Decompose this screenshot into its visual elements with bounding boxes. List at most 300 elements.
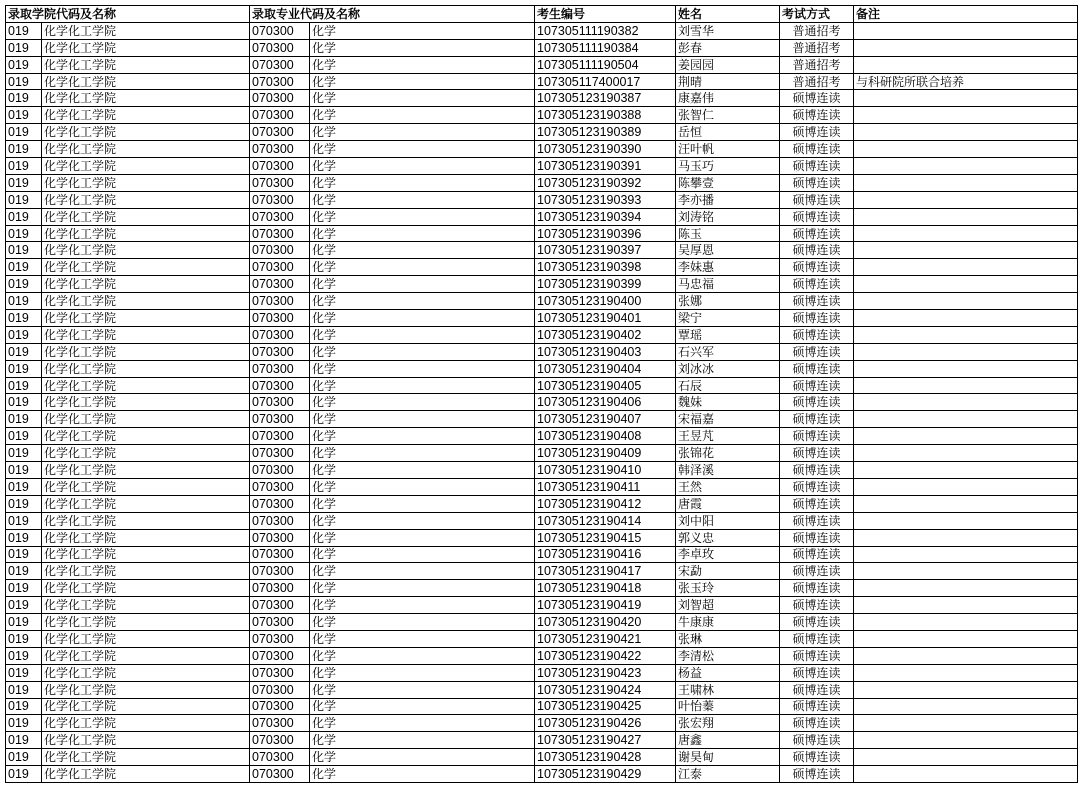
college-name-cell: 化学化工学院 (42, 512, 250, 529)
remarks-cell (854, 242, 1078, 259)
table-row (6, 326, 1078, 343)
college-code-cell: 019 (6, 22, 42, 39)
candidate-id-cell: 107305123190411 (535, 478, 676, 495)
exam-method-cell: 硕博连读 (780, 326, 854, 343)
table-row (6, 478, 1078, 495)
major-name-cell: 化学 (310, 174, 535, 191)
college-name-cell: 化学化工学院 (42, 276, 250, 293)
major-name-cell: 化学 (310, 546, 535, 563)
major-name-cell: 化学 (310, 732, 535, 749)
major-name-cell: 化学 (310, 158, 535, 175)
candidate-id-cell: 107305123190425 (535, 698, 676, 715)
exam-method-cell: 硕博连读 (780, 259, 854, 276)
student-name-cell: 刘智超 (676, 597, 780, 614)
major-code-cell: 070300 (250, 630, 310, 647)
remarks-cell (854, 766, 1078, 783)
header-name: 姓名 (676, 6, 780, 23)
student-name-cell: 宋勐 (676, 563, 780, 580)
college-name-cell: 化学化工学院 (42, 630, 250, 647)
exam-method-cell: 普通招考 (780, 56, 854, 73)
exam-method-cell: 硕博连读 (780, 681, 854, 698)
college-name-cell: 化学化工学院 (42, 445, 250, 462)
student-name-cell: 刘中阳 (676, 512, 780, 529)
major-name-cell: 化学 (310, 208, 535, 225)
exam-method-cell: 硕博连读 (780, 377, 854, 394)
candidate-id-cell: 107305123190387 (535, 90, 676, 107)
exam-method-cell: 硕博连读 (780, 343, 854, 360)
student-name-cell: 叶怡蓁 (676, 698, 780, 715)
exam-method-cell: 硕博连读 (780, 495, 854, 512)
college-code-cell: 019 (6, 529, 42, 546)
table-row (6, 529, 1078, 546)
student-name-cell: 陈玉 (676, 225, 780, 242)
major-code-cell: 070300 (250, 22, 310, 39)
student-name-cell: 陈攀壹 (676, 174, 780, 191)
candidate-id-cell: 107305123190418 (535, 580, 676, 597)
college-name-cell: 化学化工学院 (42, 242, 250, 259)
college-code-cell: 019 (6, 141, 42, 158)
remarks-cell (854, 580, 1078, 597)
remarks-cell (854, 698, 1078, 715)
major-name-cell: 化学 (310, 411, 535, 428)
college-name-cell: 化学化工学院 (42, 90, 250, 107)
major-code-cell: 070300 (250, 141, 310, 158)
header-major: 录取专业代码及名称 (250, 6, 535, 23)
exam-method-cell: 硕博连读 (780, 107, 854, 124)
table-row (6, 732, 1078, 749)
table-row (6, 664, 1078, 681)
exam-method-cell: 硕博连读 (780, 276, 854, 293)
major-code-cell: 070300 (250, 529, 310, 546)
college-name-cell: 化学化工学院 (42, 107, 250, 124)
college-code-cell: 019 (6, 478, 42, 495)
exam-method-cell: 硕博连读 (780, 597, 854, 614)
table-row (6, 56, 1078, 73)
major-code-cell: 070300 (250, 326, 310, 343)
student-name-cell: 张宏翔 (676, 715, 780, 732)
student-name-cell: 吴厚恩 (676, 242, 780, 259)
major-name-cell: 化学 (310, 107, 535, 124)
major-code-cell: 070300 (250, 56, 310, 73)
candidate-id-cell: 107305123190427 (535, 732, 676, 749)
remarks-cell (854, 681, 1078, 698)
major-code-cell: 070300 (250, 174, 310, 191)
college-code-cell: 019 (6, 647, 42, 664)
exam-method-cell: 硕博连读 (780, 529, 854, 546)
college-code-cell: 019 (6, 462, 42, 479)
major-code-cell: 070300 (250, 546, 310, 563)
college-code-cell: 019 (6, 749, 42, 766)
remarks-cell (854, 326, 1078, 343)
remarks-cell (854, 191, 1078, 208)
student-name-cell: 刘冰冰 (676, 360, 780, 377)
college-code-cell: 019 (6, 259, 42, 276)
candidate-id-cell: 107305123190399 (535, 276, 676, 293)
exam-method-cell: 硕博连读 (780, 191, 854, 208)
table-row (6, 73, 1078, 90)
college-name-cell: 化学化工学院 (42, 343, 250, 360)
exam-method-cell: 硕博连读 (780, 698, 854, 715)
remarks-cell (854, 563, 1078, 580)
candidate-id-cell: 107305123190396 (535, 225, 676, 242)
remarks-cell (854, 310, 1078, 327)
exam-method-cell: 硕博连读 (780, 512, 854, 529)
major-name-cell: 化学 (310, 630, 535, 647)
major-code-cell: 070300 (250, 242, 310, 259)
major-code-cell: 070300 (250, 39, 310, 56)
candidate-id-cell: 107305123190423 (535, 664, 676, 681)
table-row (6, 259, 1078, 276)
major-name-cell: 化学 (310, 580, 535, 597)
major-code-cell: 070300 (250, 394, 310, 411)
header-row (6, 6, 1078, 23)
major-name-cell: 化学 (310, 242, 535, 259)
college-code-cell: 019 (6, 326, 42, 343)
exam-method-cell: 硕博连读 (780, 310, 854, 327)
student-name-cell: 郭义忠 (676, 529, 780, 546)
candidate-id-cell: 107305123190410 (535, 462, 676, 479)
candidate-id-cell: 107305123190394 (535, 208, 676, 225)
college-name-cell: 化学化工学院 (42, 614, 250, 631)
table-row (6, 546, 1078, 563)
college-name-cell: 化学化工学院 (42, 377, 250, 394)
exam-method-cell: 硕博连读 (780, 141, 854, 158)
major-name-cell: 化学 (310, 394, 535, 411)
college-code-cell: 019 (6, 90, 42, 107)
college-name-cell: 化学化工学院 (42, 73, 250, 90)
major-name-cell: 化学 (310, 259, 535, 276)
major-name-cell: 化学 (310, 326, 535, 343)
table-row (6, 377, 1078, 394)
candidate-id-cell: 107305123190408 (535, 428, 676, 445)
major-code-cell: 070300 (250, 614, 310, 631)
candidate-id-cell: 107305123190393 (535, 191, 676, 208)
exam-method-cell: 普通招考 (780, 22, 854, 39)
college-code-cell: 019 (6, 39, 42, 56)
exam-method-cell: 硕博连读 (780, 394, 854, 411)
student-name-cell: 唐鑫 (676, 732, 780, 749)
candidate-id-cell: 107305123190397 (535, 242, 676, 259)
remarks-cell (854, 22, 1078, 39)
student-name-cell: 宋福嘉 (676, 411, 780, 428)
major-code-cell: 070300 (250, 647, 310, 664)
candidate-id-cell: 107305123190406 (535, 394, 676, 411)
table-row (6, 614, 1078, 631)
remarks-cell (854, 445, 1078, 462)
candidate-id-cell: 107305123190401 (535, 310, 676, 327)
college-name-cell: 化学化工学院 (42, 208, 250, 225)
major-name-cell: 化学 (310, 39, 535, 56)
candidate-id-cell: 107305117400017 (535, 73, 676, 90)
student-name-cell: 王啸林 (676, 681, 780, 698)
remarks-cell (854, 360, 1078, 377)
college-name-cell: 化学化工学院 (42, 715, 250, 732)
remarks-cell (854, 377, 1078, 394)
college-code-cell: 019 (6, 681, 42, 698)
candidate-id-cell: 107305123190412 (535, 495, 676, 512)
header-candidate-id: 考生编号 (535, 6, 676, 23)
college-code-cell: 019 (6, 512, 42, 529)
table-row (6, 580, 1078, 597)
college-name-cell: 化学化工学院 (42, 580, 250, 597)
table-row (6, 681, 1078, 698)
table-row (6, 749, 1078, 766)
remarks-cell (854, 529, 1078, 546)
table-row (6, 208, 1078, 225)
major-code-cell: 070300 (250, 411, 310, 428)
candidate-id-cell: 107305111190504 (535, 56, 676, 73)
college-code-cell: 019 (6, 664, 42, 681)
college-code-cell: 019 (6, 208, 42, 225)
table-row (6, 343, 1078, 360)
candidate-id-cell: 107305123190428 (535, 749, 676, 766)
major-name-cell: 化学 (310, 766, 535, 783)
student-name-cell: 石兴军 (676, 343, 780, 360)
student-name-cell: 岳恒 (676, 124, 780, 141)
student-name-cell: 张智仁 (676, 107, 780, 124)
candidate-id-cell: 107305123190388 (535, 107, 676, 124)
candidate-id-cell: 107305123190389 (535, 124, 676, 141)
student-name-cell: 梁宁 (676, 310, 780, 327)
major-name-cell: 化学 (310, 681, 535, 698)
college-code-cell: 019 (6, 242, 42, 259)
college-code-cell: 019 (6, 597, 42, 614)
college-name-cell: 化学化工学院 (42, 766, 250, 783)
remarks-cell (854, 428, 1078, 445)
exam-method-cell: 硕博连读 (780, 478, 854, 495)
student-name-cell: 魏妹 (676, 394, 780, 411)
major-code-cell: 070300 (250, 563, 310, 580)
major-code-cell: 070300 (250, 293, 310, 310)
exam-method-cell: 硕博连读 (780, 124, 854, 141)
remarks-cell (854, 512, 1078, 529)
college-name-cell: 化学化工学院 (42, 495, 250, 512)
exam-method-cell: 硕博连读 (780, 428, 854, 445)
major-code-cell: 070300 (250, 749, 310, 766)
table-row (6, 512, 1078, 529)
college-code-cell: 019 (6, 563, 42, 580)
college-name-cell: 化学化工学院 (42, 191, 250, 208)
exam-method-cell: 硕博连读 (780, 158, 854, 175)
table-row (6, 191, 1078, 208)
student-name-cell: 王昱芃 (676, 428, 780, 445)
college-name-cell: 化学化工学院 (42, 749, 250, 766)
table-row (6, 124, 1078, 141)
remarks-cell (854, 394, 1078, 411)
remarks-cell (854, 597, 1078, 614)
major-name-cell: 化学 (310, 191, 535, 208)
candidate-id-cell: 107305123190417 (535, 563, 676, 580)
college-code-cell: 019 (6, 698, 42, 715)
major-code-cell: 070300 (250, 73, 310, 90)
college-name-cell: 化学化工学院 (42, 360, 250, 377)
major-name-cell: 化学 (310, 360, 535, 377)
college-code-cell: 019 (6, 107, 42, 124)
student-name-cell: 石辰 (676, 377, 780, 394)
major-code-cell: 070300 (250, 597, 310, 614)
student-name-cell: 康嘉伟 (676, 90, 780, 107)
remarks-cell (854, 124, 1078, 141)
major-name-cell: 化学 (310, 495, 535, 512)
remarks-cell (854, 141, 1078, 158)
exam-method-cell: 普通招考 (780, 73, 854, 90)
candidate-id-cell: 107305123190391 (535, 158, 676, 175)
table-row (6, 495, 1078, 512)
candidate-id-cell: 107305123190407 (535, 411, 676, 428)
table-row (6, 411, 1078, 428)
major-code-cell: 070300 (250, 715, 310, 732)
college-name-cell: 化学化工学院 (42, 411, 250, 428)
college-name-cell: 化学化工学院 (42, 462, 250, 479)
college-code-cell: 019 (6, 428, 42, 445)
college-name-cell: 化学化工学院 (42, 529, 250, 546)
college-name-cell: 化学化工学院 (42, 732, 250, 749)
exam-method-cell: 硕博连读 (780, 293, 854, 310)
college-name-cell: 化学化工学院 (42, 22, 250, 39)
college-name-cell: 化学化工学院 (42, 326, 250, 343)
exam-method-cell: 硕博连读 (780, 445, 854, 462)
college-code-cell: 019 (6, 394, 42, 411)
college-code-cell: 019 (6, 310, 42, 327)
college-name-cell: 化学化工学院 (42, 293, 250, 310)
exam-method-cell: 硕博连读 (780, 462, 854, 479)
college-name-cell: 化学化工学院 (42, 56, 250, 73)
college-name-cell: 化学化工学院 (42, 124, 250, 141)
table-row (6, 158, 1078, 175)
college-name-cell: 化学化工学院 (42, 597, 250, 614)
major-code-cell: 070300 (250, 343, 310, 360)
college-code-cell: 019 (6, 293, 42, 310)
college-name-cell: 化学化工学院 (42, 39, 250, 56)
major-code-cell: 070300 (250, 225, 310, 242)
college-name-cell: 化学化工学院 (42, 428, 250, 445)
candidate-id-cell: 107305123190421 (535, 630, 676, 647)
college-name-cell: 化学化工学院 (42, 158, 250, 175)
college-code-cell: 019 (6, 360, 42, 377)
major-code-cell: 070300 (250, 478, 310, 495)
candidate-id-cell: 107305123190419 (535, 597, 676, 614)
college-code-cell: 019 (6, 56, 42, 73)
exam-method-cell: 硕博连读 (780, 411, 854, 428)
college-name-cell: 化学化工学院 (42, 698, 250, 715)
table-row (6, 276, 1078, 293)
major-code-cell: 070300 (250, 462, 310, 479)
major-code-cell: 070300 (250, 90, 310, 107)
remarks-cell (854, 749, 1078, 766)
exam-method-cell: 硕博连读 (780, 580, 854, 597)
table-row (6, 428, 1078, 445)
college-code-cell: 019 (6, 73, 42, 90)
college-code-cell: 019 (6, 445, 42, 462)
candidate-id-cell: 107305123190392 (535, 174, 676, 191)
admission-table (5, 5, 1078, 783)
college-code-cell: 019 (6, 495, 42, 512)
college-name-cell: 化学化工学院 (42, 259, 250, 276)
exam-method-cell: 硕博连读 (780, 208, 854, 225)
remarks-cell (854, 259, 1078, 276)
college-name-cell: 化学化工学院 (42, 647, 250, 664)
candidate-id-cell: 107305123190414 (535, 512, 676, 529)
major-code-cell: 070300 (250, 208, 310, 225)
candidate-id-cell: 107305123190426 (535, 715, 676, 732)
remarks-cell (854, 343, 1078, 360)
student-name-cell: 杨益 (676, 664, 780, 681)
candidate-id-cell: 107305123190404 (535, 360, 676, 377)
table-row (6, 22, 1078, 39)
student-name-cell: 江泰 (676, 766, 780, 783)
major-name-cell: 化学 (310, 715, 535, 732)
table-row (6, 630, 1078, 647)
major-name-cell: 化学 (310, 276, 535, 293)
major-code-cell: 070300 (250, 766, 310, 783)
major-name-cell: 化学 (310, 377, 535, 394)
college-name-cell: 化学化工学院 (42, 225, 250, 242)
table-row (6, 766, 1078, 783)
student-name-cell: 刘雪华 (676, 22, 780, 39)
college-code-cell: 019 (6, 580, 42, 597)
college-name-cell: 化学化工学院 (42, 478, 250, 495)
table-row (6, 242, 1078, 259)
remarks-cell (854, 225, 1078, 242)
major-code-cell: 070300 (250, 445, 310, 462)
major-name-cell: 化学 (310, 22, 535, 39)
table-row (6, 107, 1078, 124)
remarks-cell (854, 158, 1078, 175)
major-code-cell: 070300 (250, 360, 310, 377)
major-code-cell: 070300 (250, 512, 310, 529)
remarks-cell (854, 614, 1078, 631)
college-code-cell: 019 (6, 343, 42, 360)
major-code-cell: 070300 (250, 259, 310, 276)
major-name-cell: 化学 (310, 343, 535, 360)
exam-method-cell: 硕博连读 (780, 715, 854, 732)
candidate-id-cell: 107305111190384 (535, 39, 676, 56)
college-name-cell: 化学化工学院 (42, 310, 250, 327)
major-name-cell: 化学 (310, 664, 535, 681)
major-code-cell: 070300 (250, 377, 310, 394)
college-code-cell: 019 (6, 766, 42, 783)
table-row (6, 310, 1078, 327)
college-name-cell: 化学化工学院 (42, 563, 250, 580)
exam-method-cell: 硕博连读 (780, 242, 854, 259)
candidate-id-cell: 107305123190416 (535, 546, 676, 563)
candidate-id-cell: 107305111190382 (535, 22, 676, 39)
major-name-cell: 化学 (310, 462, 535, 479)
student-name-cell: 姜园园 (676, 56, 780, 73)
major-code-cell: 070300 (250, 495, 310, 512)
remarks-cell (854, 411, 1078, 428)
remarks-cell (854, 715, 1078, 732)
exam-method-cell: 硕博连读 (780, 360, 854, 377)
college-code-cell: 019 (6, 715, 42, 732)
major-name-cell: 化学 (310, 647, 535, 664)
table-row (6, 715, 1078, 732)
college-name-cell: 化学化工学院 (42, 664, 250, 681)
candidate-id-cell: 107305123190409 (535, 445, 676, 462)
candidate-id-cell: 107305123190424 (535, 681, 676, 698)
header-remarks: 备注 (854, 6, 1078, 23)
exam-method-cell: 硕博连读 (780, 225, 854, 242)
college-code-cell: 019 (6, 546, 42, 563)
candidate-id-cell: 107305123190405 (535, 377, 676, 394)
major-name-cell: 化学 (310, 512, 535, 529)
candidate-id-cell: 107305123190398 (535, 259, 676, 276)
major-code-cell: 070300 (250, 698, 310, 715)
major-code-cell: 070300 (250, 681, 310, 698)
exam-method-cell: 硕博连读 (780, 732, 854, 749)
exam-method-cell: 硕博连读 (780, 630, 854, 647)
remarks-cell (854, 732, 1078, 749)
